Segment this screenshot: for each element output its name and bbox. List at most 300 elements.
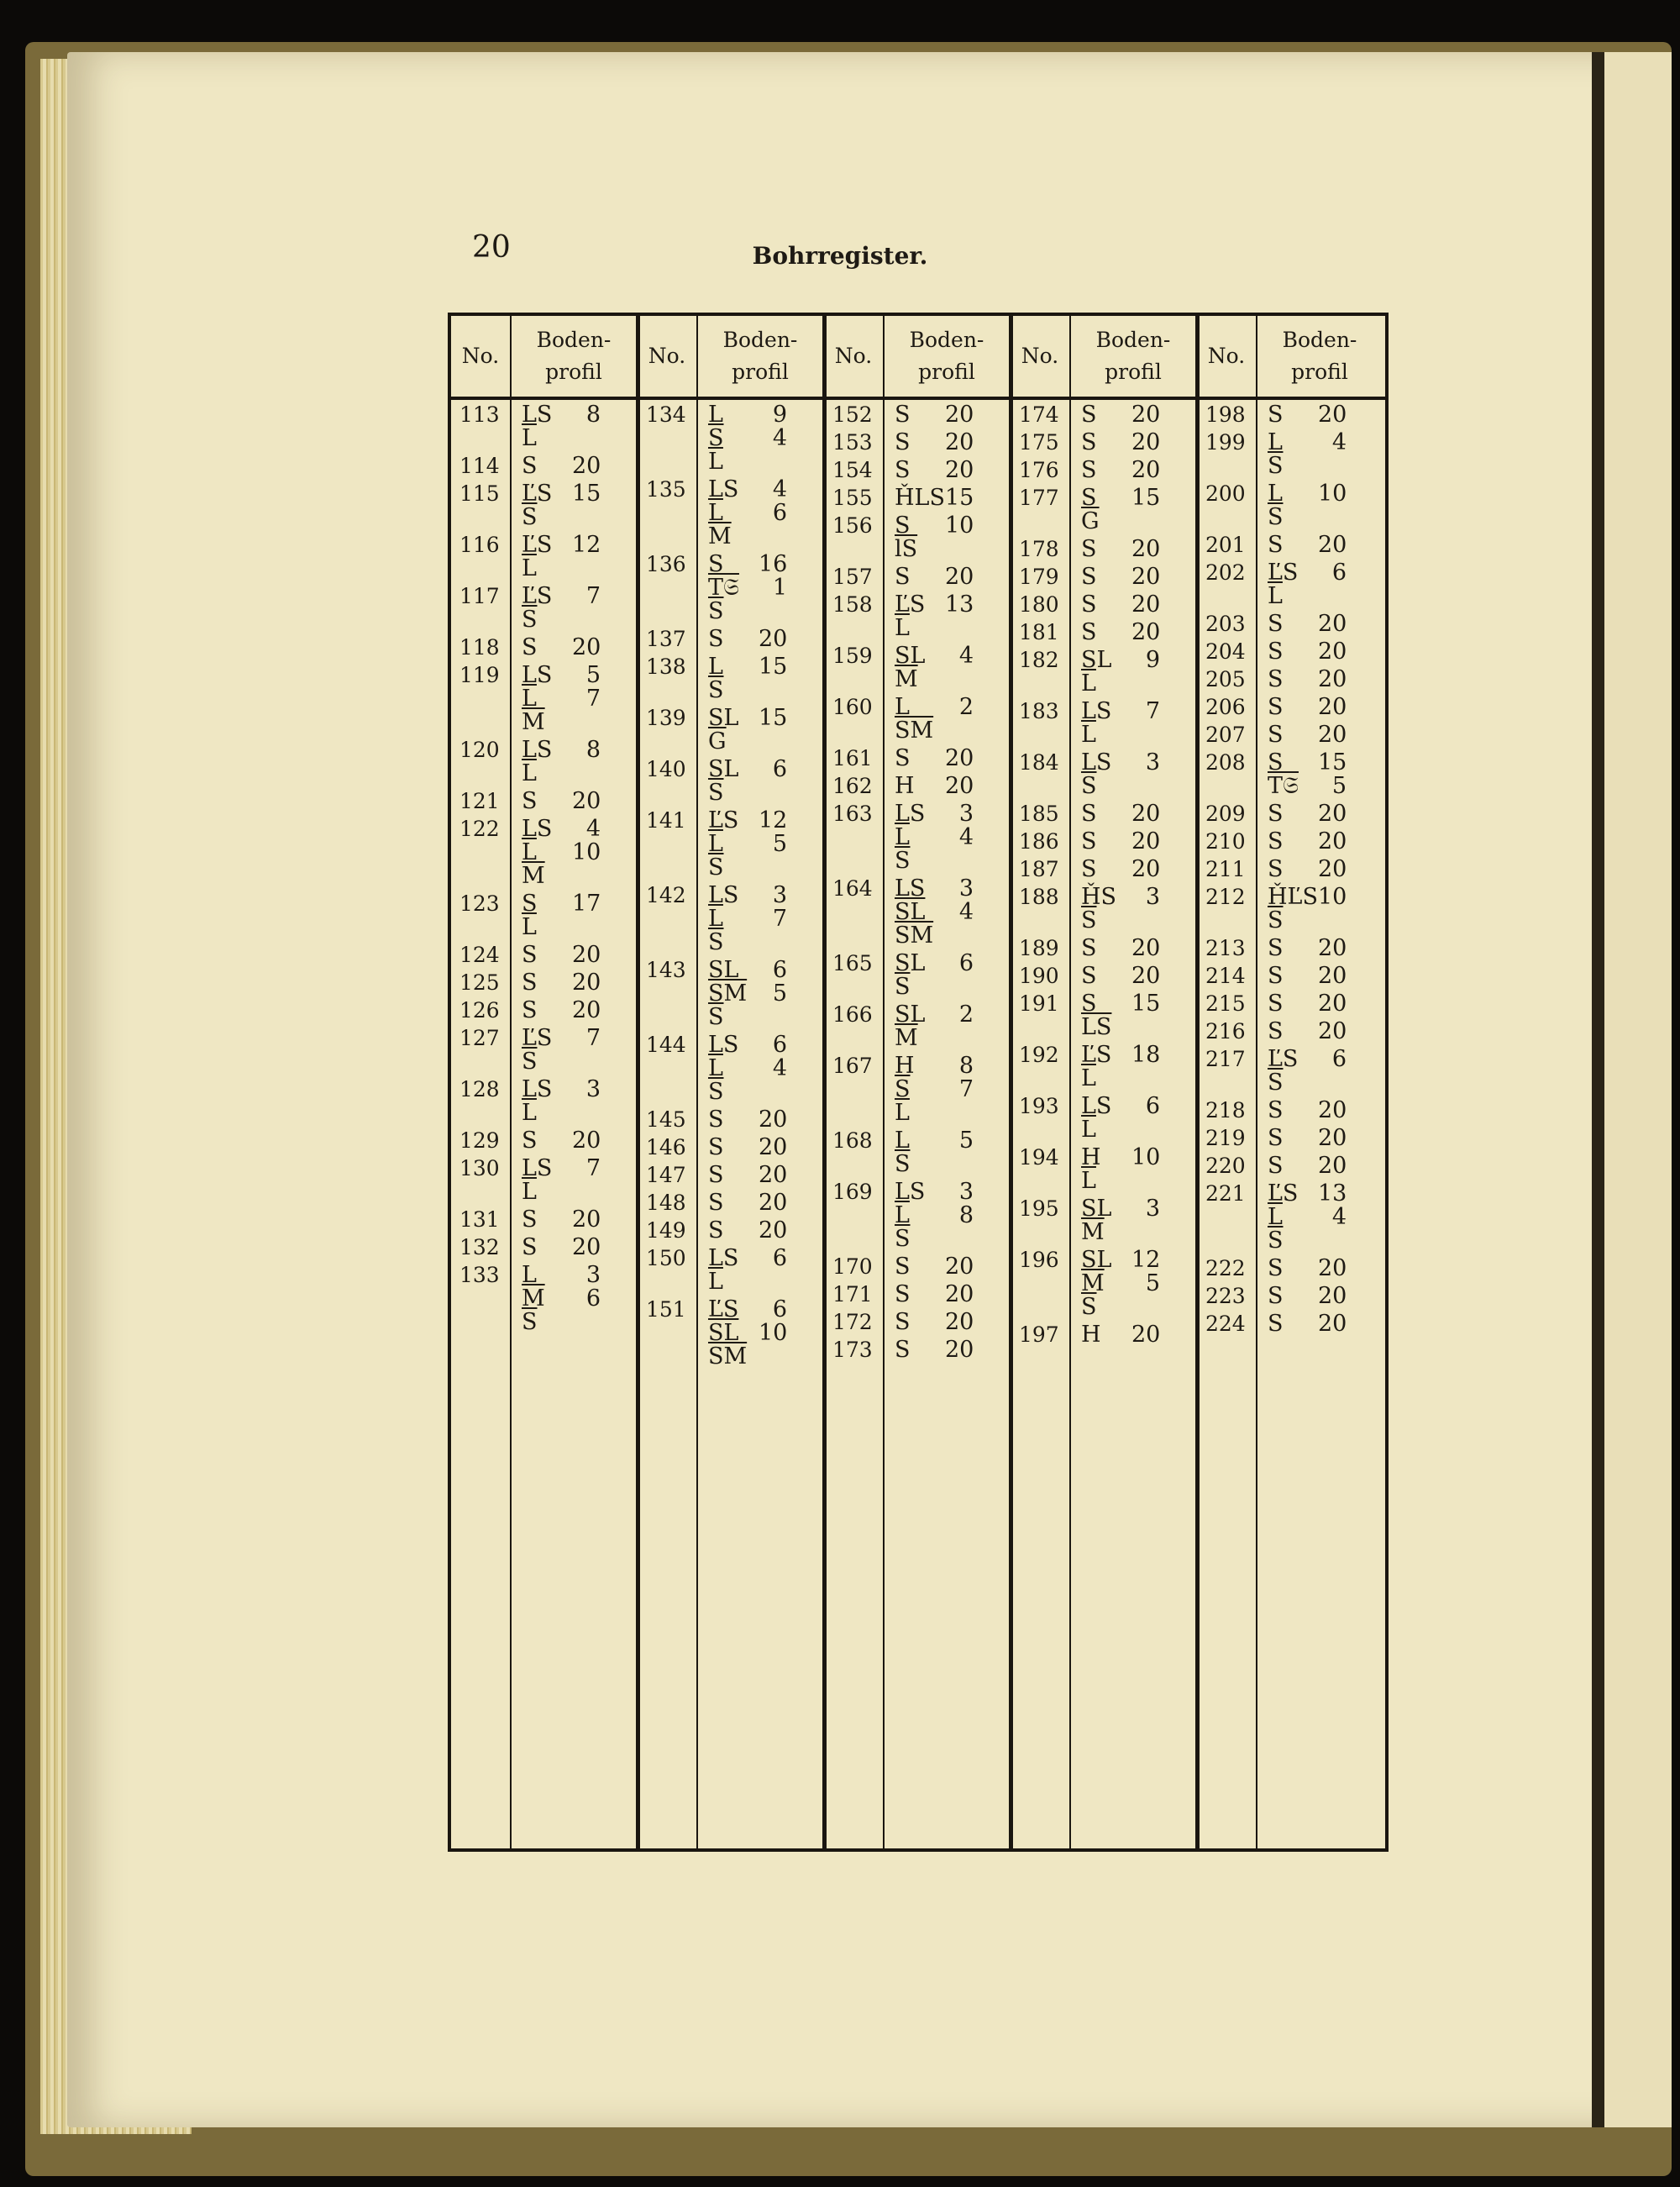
header-no-label: No. bbox=[648, 344, 686, 368]
borehole-number: 193 bbox=[1019, 1094, 1059, 1118]
layer-thickness: 10 bbox=[572, 839, 601, 865]
soil-profile bbox=[1256, 802, 1363, 830]
layer-thickness: 13 bbox=[945, 591, 974, 618]
layer-thickness bbox=[1318, 506, 1347, 529]
profile-layer bbox=[522, 790, 617, 813]
borehole-number: 175 bbox=[1019, 430, 1059, 455]
soil-profile bbox=[1256, 1257, 1363, 1285]
profile-layer bbox=[522, 1311, 617, 1334]
layer-soil-type: $\overline{S}$ bbox=[1268, 907, 1284, 933]
header-no-label: No. bbox=[1207, 344, 1246, 368]
layer-thickness bbox=[1318, 1229, 1347, 1253]
profile-layer bbox=[895, 1338, 990, 1362]
profile-layer bbox=[708, 1322, 804, 1345]
layer-thickness: 5 bbox=[772, 980, 787, 1007]
layer-soil-type: $\overline{L}$ bbox=[708, 831, 723, 857]
borehole-number: 197 bbox=[1019, 1322, 1059, 1347]
layer-thickness: 5 bbox=[1145, 1270, 1160, 1296]
borehole-number: 117 bbox=[459, 584, 500, 608]
layer-soil-type: $\overline{L}$ bbox=[708, 449, 723, 475]
borehole-number: 131 bbox=[459, 1207, 500, 1232]
soil-profile bbox=[696, 553, 804, 628]
soil-profile bbox=[696, 1033, 804, 1108]
layer-soil-type: S bbox=[522, 1234, 538, 1260]
soil-profile bbox=[696, 1191, 804, 1219]
layer-soil-type: S bbox=[708, 1162, 724, 1188]
header-bodenprofil bbox=[696, 316, 824, 397]
borehole-number: 181 bbox=[1019, 620, 1059, 644]
layer-soil-type: S bbox=[708, 1107, 724, 1133]
soil-profile bbox=[883, 1338, 990, 1366]
soil-profile bbox=[883, 1255, 990, 1283]
layer-soil-type: L bbox=[708, 402, 723, 428]
borehole-number: 157 bbox=[832, 565, 873, 589]
layer-soil-type: $\overline{LS}$ bbox=[1081, 1014, 1112, 1040]
borehole-number: 171 bbox=[832, 1282, 873, 1306]
layer-thickness: 4 bbox=[1331, 429, 1347, 455]
layer-soil-type: $\overline{M}$ bbox=[895, 666, 918, 692]
layer-soil-type: L bbox=[1268, 429, 1283, 455]
header-bodenprofil-label: Boden- bbox=[1282, 328, 1357, 352]
layer-soil-type: S bbox=[895, 457, 911, 483]
layer-thickness: 20 bbox=[1131, 856, 1161, 882]
profile-layer bbox=[522, 739, 617, 762]
layer-thickness bbox=[572, 427, 601, 450]
layer-thickness: 20 bbox=[1131, 564, 1161, 590]
layer-soil-type: S bbox=[1081, 856, 1097, 882]
profile-layer bbox=[1081, 1249, 1177, 1272]
profile-layer bbox=[708, 525, 804, 549]
layer-soil-type: $\overline{S}$ bbox=[708, 780, 724, 806]
layer-soil-type: LS bbox=[522, 737, 553, 763]
borehole-number: 211 bbox=[1205, 857, 1246, 881]
soil-profile bbox=[883, 459, 990, 486]
profile-layer bbox=[708, 856, 804, 880]
borehole-number: 215 bbox=[1205, 991, 1246, 1016]
profile-layer bbox=[1081, 538, 1177, 561]
borehole-number: 116 bbox=[459, 533, 500, 557]
profile-layer bbox=[1268, 1257, 1363, 1280]
layer-soil-type: ĽS bbox=[522, 532, 553, 558]
layer-thickness bbox=[759, 450, 787, 474]
layer-thickness: 20 bbox=[1318, 1283, 1347, 1309]
layer-thickness: 20 bbox=[1318, 1125, 1347, 1151]
profile-layer bbox=[1081, 1170, 1177, 1193]
soil-profile bbox=[1069, 538, 1177, 565]
borehole-number: 178 bbox=[1019, 537, 1059, 561]
layer-thickness: 20 bbox=[945, 402, 974, 428]
borehole-number: 195 bbox=[1019, 1196, 1059, 1221]
profile-layer bbox=[1081, 593, 1177, 617]
bohrregister-table bbox=[448, 313, 1389, 1852]
borehole-number: 156 bbox=[832, 513, 873, 538]
layer-thickness bbox=[572, 1101, 601, 1125]
layer-thickness: 17 bbox=[572, 891, 601, 917]
profile-layer bbox=[1081, 1118, 1177, 1142]
profile-layer bbox=[708, 1191, 804, 1215]
borehole-number: 138 bbox=[646, 655, 686, 679]
layer-soil-type: $\overline{L}$ bbox=[1081, 1168, 1096, 1194]
borehole-number: 126 bbox=[459, 998, 500, 1023]
layer-thickness: 20 bbox=[1131, 619, 1161, 645]
borehole-number: 214 bbox=[1205, 964, 1246, 988]
profile-layer bbox=[1081, 751, 1177, 775]
layer-soil-type: ĽS bbox=[1081, 1042, 1112, 1068]
borehole-number: 216 bbox=[1205, 1019, 1246, 1044]
profile-layer bbox=[895, 459, 990, 482]
column-group-3 bbox=[824, 403, 990, 1366]
layer-soil-type: $\overline{S}$ bbox=[1081, 773, 1097, 799]
layer-soil-type: $\overline{S}$ bbox=[895, 1076, 911, 1102]
profile-layer bbox=[895, 1180, 990, 1204]
layer-thickness: 20 bbox=[1318, 828, 1347, 854]
layer-soil-type: $\overline{SM}$ bbox=[708, 1343, 748, 1370]
layer-thickness: 20 bbox=[945, 1309, 974, 1335]
layer-thickness bbox=[759, 1006, 787, 1029]
soil-profile bbox=[1069, 403, 1177, 431]
layer-soil-type: S bbox=[1268, 935, 1284, 961]
profile-layer bbox=[1268, 937, 1363, 960]
profile-layer bbox=[895, 1027, 990, 1050]
layer-thickness: 20 bbox=[759, 1107, 788, 1133]
layer-soil-type: S bbox=[1268, 1311, 1284, 1337]
borehole-number: 173 bbox=[832, 1338, 873, 1362]
layer-soil-type: $\overline{lS}$ bbox=[895, 536, 918, 562]
soil-profile bbox=[883, 1180, 990, 1255]
layer-thickness bbox=[759, 856, 787, 880]
layer-soil-type: S bbox=[708, 626, 724, 652]
layer-soil-type: $\overline{S}$ bbox=[895, 848, 911, 874]
soil-profile bbox=[883, 1054, 990, 1129]
layer-soil-type: ĽS bbox=[708, 807, 739, 833]
layer-soil-type: S bbox=[522, 453, 538, 479]
layer-thickness: 20 bbox=[1131, 591, 1161, 618]
soil-profile bbox=[1256, 1048, 1363, 1099]
soil-profile bbox=[510, 892, 617, 944]
profile-layer bbox=[708, 1080, 804, 1104]
layer-thickness: 20 bbox=[572, 453, 601, 479]
layer-soil-type: LS bbox=[895, 801, 926, 827]
layer-thickness: 20 bbox=[1318, 1255, 1347, 1281]
layer-soil-type: LS bbox=[708, 1245, 739, 1271]
layer-soil-type: $\overline{M}$ bbox=[1081, 1270, 1105, 1296]
profile-layer bbox=[1268, 696, 1363, 719]
profile-layer bbox=[1081, 1044, 1177, 1067]
layer-thickness: 20 bbox=[1131, 801, 1161, 827]
profile-layer bbox=[1081, 965, 1177, 988]
layer-thickness bbox=[572, 1050, 601, 1074]
layer-thickness: 20 bbox=[1318, 991, 1347, 1017]
header-no bbox=[1011, 316, 1069, 397]
layer-thickness: 7 bbox=[585, 583, 601, 609]
header-rule bbox=[451, 397, 1385, 400]
layer-thickness: 5 bbox=[958, 1128, 974, 1154]
layer-soil-type: $\overline{G}$ bbox=[1081, 508, 1100, 534]
borehole-number: 161 bbox=[832, 746, 873, 770]
layer-thickness: 20 bbox=[572, 634, 601, 660]
layer-soil-type: $\overline{L}$ bbox=[708, 906, 723, 932]
layer-thickness bbox=[945, 668, 974, 691]
layer-thickness bbox=[1131, 1170, 1160, 1193]
soil-profile bbox=[883, 431, 990, 459]
layer-thickness: 20 bbox=[1318, 1153, 1347, 1179]
layer-thickness: 20 bbox=[1318, 694, 1347, 720]
soil-profile bbox=[883, 877, 990, 952]
layer-thickness: 20 bbox=[572, 942, 601, 968]
soil-profile bbox=[510, 1027, 617, 1078]
borehole-number: 185 bbox=[1019, 802, 1059, 826]
profile-layer bbox=[522, 403, 617, 427]
column-group-5 bbox=[1197, 403, 1363, 1340]
profile-layer bbox=[708, 758, 804, 781]
soil-profile bbox=[1256, 431, 1363, 482]
layer-thickness bbox=[1131, 510, 1160, 534]
profile-layer bbox=[708, 450, 804, 474]
profile-layer bbox=[895, 1129, 990, 1153]
profile-layer bbox=[522, 664, 617, 687]
layer-soil-type: $\overline{SM}$ bbox=[895, 718, 934, 744]
layer-soil-type: $\overline{L}$ bbox=[522, 686, 537, 712]
borehole-number: 146 bbox=[646, 1135, 686, 1159]
layer-soil-type: S bbox=[1268, 749, 1284, 775]
layer-thickness bbox=[1318, 455, 1347, 478]
profile-layer bbox=[1268, 1312, 1363, 1336]
layer-thickness bbox=[1131, 775, 1160, 798]
borehole-number: 188 bbox=[1019, 885, 1059, 909]
layer-thickness: 18 bbox=[1131, 1042, 1161, 1068]
layer-soil-type: LS bbox=[1081, 698, 1112, 724]
borehole-number: 153 bbox=[832, 430, 873, 455]
layer-soil-type: $\overline{L}$ bbox=[522, 914, 537, 940]
borehole-number: 141 bbox=[646, 808, 686, 833]
layer-thickness: 10 bbox=[1318, 884, 1347, 910]
layer-thickness bbox=[572, 557, 601, 581]
soil-profile bbox=[510, 1264, 617, 1338]
profile-layer bbox=[522, 687, 617, 711]
layer-soil-type: $\overline{L}$ bbox=[1268, 1204, 1283, 1230]
layer-thickness bbox=[945, 924, 974, 948]
layer-soil-type: S bbox=[1268, 1125, 1284, 1151]
profile-layer bbox=[708, 1033, 804, 1057]
borehole-number: 152 bbox=[832, 402, 873, 427]
soil-profile bbox=[883, 644, 990, 696]
profile-layer bbox=[895, 1204, 990, 1228]
profile-layer bbox=[1081, 886, 1177, 909]
profile-layer bbox=[708, 1219, 804, 1243]
borehole-number: 219 bbox=[1205, 1126, 1246, 1150]
profile-layer bbox=[522, 1180, 617, 1204]
profile-layer bbox=[522, 999, 617, 1023]
profile-layer bbox=[522, 1236, 617, 1259]
layer-soil-type: $\overline{S}$ bbox=[895, 1226, 911, 1252]
layer-thickness: 10 bbox=[759, 1320, 788, 1346]
layer-thickness bbox=[572, 916, 601, 939]
profile-layer bbox=[1268, 431, 1363, 455]
layer-thickness: 15 bbox=[945, 485, 974, 511]
profile-layer bbox=[1081, 459, 1177, 482]
layer-thickness bbox=[759, 1080, 787, 1104]
layer-thickness: 7 bbox=[772, 906, 787, 932]
profile-layer bbox=[1268, 506, 1363, 529]
borehole-number: 191 bbox=[1019, 991, 1059, 1016]
soil-profile bbox=[1256, 403, 1363, 431]
layer-thickness: 20 bbox=[1318, 666, 1347, 692]
layer-thickness: 12 bbox=[759, 807, 788, 833]
layer-soil-type: $\overline{S}$ bbox=[708, 1079, 724, 1105]
header-bodenprofil bbox=[1256, 316, 1383, 397]
borehole-number: 192 bbox=[1019, 1043, 1059, 1067]
layer-thickness: 20 bbox=[945, 1281, 974, 1307]
profile-layer bbox=[1081, 1146, 1177, 1170]
layer-soil-type: S bbox=[1268, 722, 1284, 748]
layer-soil-type: SL bbox=[895, 643, 926, 669]
soil-profile bbox=[510, 817, 617, 892]
layer-soil-type: S bbox=[895, 513, 911, 539]
profile-layer bbox=[895, 849, 990, 873]
layer-thickness: 20 bbox=[945, 429, 974, 455]
layer-thickness: 4 bbox=[772, 476, 787, 502]
soil-profile bbox=[696, 959, 804, 1033]
profile-layer bbox=[895, 1283, 990, 1306]
profile-layer bbox=[1081, 621, 1177, 644]
soil-profile bbox=[510, 739, 617, 790]
profile-layer bbox=[1268, 802, 1363, 826]
layer-thickness: 20 bbox=[945, 564, 974, 590]
soil-profile bbox=[1069, 593, 1177, 621]
layer-thickness: 20 bbox=[945, 457, 974, 483]
layer-soil-type: S bbox=[522, 942, 538, 968]
profile-layer bbox=[522, 1101, 617, 1125]
layer-thickness bbox=[759, 781, 787, 805]
profile-layer bbox=[522, 534, 617, 557]
layer-thickness: 2 bbox=[958, 1001, 974, 1028]
layer-thickness: 6 bbox=[585, 1285, 601, 1312]
profile-layer bbox=[895, 719, 990, 743]
profile-layer bbox=[708, 1057, 804, 1080]
layer-soil-type: ȞLS bbox=[895, 485, 945, 511]
soil-profile bbox=[510, 999, 617, 1027]
borehole-number: 133 bbox=[459, 1263, 500, 1287]
layer-soil-type: S bbox=[1081, 935, 1097, 961]
borehole-number: 114 bbox=[459, 454, 500, 478]
layer-soil-type: $\overline{S}$ bbox=[522, 607, 538, 633]
profile-layer bbox=[895, 696, 990, 719]
borehole-number: 206 bbox=[1205, 695, 1246, 719]
layer-thickness bbox=[1131, 1221, 1160, 1244]
borehole-number: 137 bbox=[646, 627, 686, 651]
layer-thickness: 4 bbox=[1331, 1204, 1347, 1230]
layer-soil-type: S bbox=[1081, 485, 1097, 511]
layer-thickness bbox=[945, 538, 974, 561]
profile-layer bbox=[1268, 723, 1363, 747]
layer-soil-type: $\overline{L}$ bbox=[895, 824, 910, 850]
layer-soil-type: $\overline{L}$ bbox=[522, 760, 537, 786]
layer-soil-type: S bbox=[895, 1337, 911, 1363]
layer-thickness: 20 bbox=[1318, 963, 1347, 989]
layer-soil-type: S bbox=[1268, 1283, 1284, 1309]
soil-profile bbox=[696, 403, 804, 478]
layer-thickness: 7 bbox=[585, 1025, 601, 1051]
profile-layer bbox=[1268, 1229, 1363, 1253]
layer-soil-type: LS bbox=[708, 882, 739, 908]
borehole-number: 184 bbox=[1019, 750, 1059, 775]
profile-layer bbox=[1268, 992, 1363, 1016]
profile-layer bbox=[522, 1129, 617, 1153]
layer-soil-type: $\overline{S}$ bbox=[708, 929, 724, 955]
borehole-number: 125 bbox=[459, 970, 500, 995]
layer-soil-type: $\overline{L}$ bbox=[522, 839, 537, 865]
profile-layer bbox=[1081, 1272, 1177, 1296]
layer-thickness: 9 bbox=[1145, 647, 1160, 673]
layer-thickness: 20 bbox=[572, 970, 601, 996]
soil-profile bbox=[1256, 1182, 1363, 1257]
layer-soil-type: $\overline{S}$ bbox=[1081, 907, 1097, 933]
soil-profile bbox=[1256, 830, 1363, 858]
layer-soil-type: S bbox=[522, 891, 538, 917]
layer-soil-type: H bbox=[895, 773, 915, 799]
soil-profile bbox=[1069, 649, 1177, 700]
layer-soil-type: ĽS bbox=[708, 1296, 739, 1322]
borehole-number: 202 bbox=[1205, 560, 1246, 585]
borehole-number: 203 bbox=[1205, 612, 1246, 636]
borehole-number: 140 bbox=[646, 757, 686, 781]
profile-layer bbox=[1268, 965, 1363, 988]
profile-layer bbox=[895, 775, 990, 798]
soil-profile bbox=[1256, 668, 1363, 696]
header-bodenprofil bbox=[883, 316, 1011, 397]
borehole-number: 121 bbox=[459, 789, 500, 813]
layer-soil-type: $\overline{SL}$ bbox=[708, 1320, 739, 1346]
layer-thickness: 7 bbox=[585, 686, 601, 712]
layer-thickness bbox=[1131, 1296, 1160, 1319]
layer-soil-type: SL bbox=[708, 957, 739, 983]
profile-layer bbox=[1081, 672, 1177, 696]
soil-profile bbox=[1256, 937, 1363, 965]
profile-layer bbox=[895, 431, 990, 455]
borehole-number: 149 bbox=[646, 1218, 686, 1243]
profile-layer bbox=[895, 1228, 990, 1251]
borehole-number: 119 bbox=[459, 663, 500, 687]
layer-soil-type: LS bbox=[895, 1179, 926, 1205]
soil-profile bbox=[1256, 561, 1363, 612]
profile-layer bbox=[522, 557, 617, 581]
profile-layer bbox=[1268, 1206, 1363, 1229]
layer-soil-type: LS bbox=[895, 875, 926, 902]
borehole-number: 220 bbox=[1205, 1154, 1246, 1178]
layer-thickness bbox=[945, 849, 974, 873]
layer-thickness: 10 bbox=[945, 513, 974, 539]
layer-thickness: 2 bbox=[958, 694, 974, 720]
layer-thickness bbox=[1131, 1067, 1160, 1091]
layer-soil-type: $\overline{S}$ bbox=[708, 677, 724, 703]
soil-profile bbox=[1069, 858, 1177, 886]
borehole-number: 179 bbox=[1019, 565, 1059, 589]
profile-layer bbox=[1268, 909, 1363, 933]
layer-thickness: 8 bbox=[958, 1053, 974, 1079]
profile-layer bbox=[895, 952, 990, 975]
layer-thickness: 20 bbox=[1318, 532, 1347, 558]
layer-thickness: 4 bbox=[772, 1055, 787, 1081]
borehole-number: 136 bbox=[646, 552, 686, 576]
layer-soil-type: $\overline{L}$ bbox=[1081, 1065, 1096, 1091]
soil-profile bbox=[696, 655, 804, 707]
layer-soil-type: $\overline{SM}$ bbox=[895, 923, 934, 949]
profile-layer bbox=[895, 975, 990, 999]
layer-soil-type: LS bbox=[1081, 1093, 1112, 1119]
profile-layer bbox=[522, 1287, 617, 1311]
layer-soil-type: S bbox=[1081, 564, 1097, 590]
layer-soil-type: $\overline{S}$ bbox=[895, 1151, 911, 1177]
